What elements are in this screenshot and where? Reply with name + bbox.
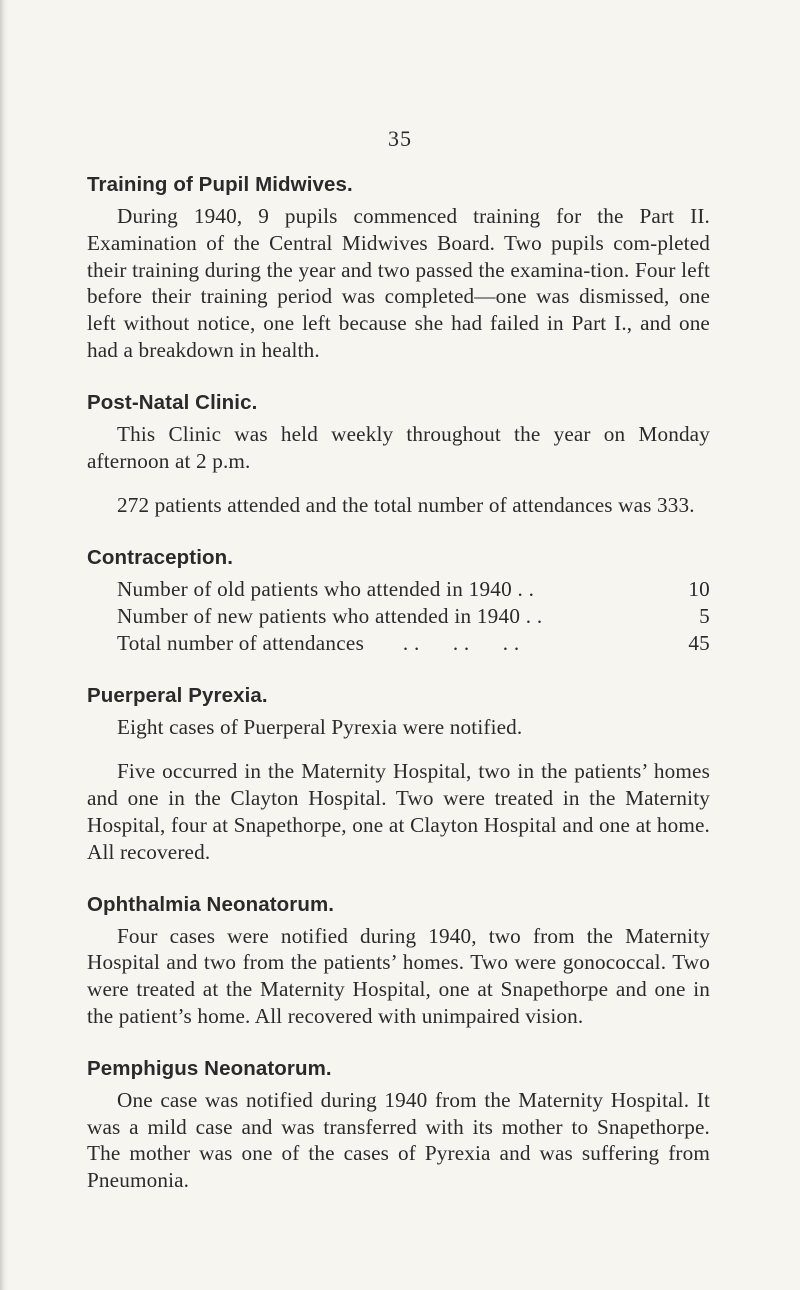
stats-row-value: 45 [688,630,710,655]
stats-row [117,603,710,630]
heading-ophthalmia-neonatorum: Ophthalmia Neonatorum. [87,892,335,916]
section-puerperal-pyrexia [87,684,710,866]
paragraph-postnatal-schedule: This Clinic was held weekly throughout the year on Monday afternoon at 2 p.m. [87,421,710,473]
page-content [87,173,710,1221]
paragraph-pyrexia-details: Five occurred in the Maternity Hospital, two in the patients’ homes and one in the Clayton Hospital. Two were treated in the Maternity Hospital, four at Snapethorpe, one at Clayton Hospital and one at home. All recovered. [87,759,710,864]
stats-row [117,630,710,657]
page-number: 35 [388,126,412,151]
paragraph-pyrexia-notified: Eight cases of Puerperal Pyrexia were notified. [117,714,523,739]
page-edge-shadow [0,0,8,1290]
contraception-stats-table [87,576,710,656]
heading-puerperal-pyrexia: Puerperal Pyrexia. [87,683,268,707]
paragraph-midwives: During 1940, 9 pupils commenced training for the Part II. Examination of the Central Midwives Board. Two pupils com-pleted their training during the year and two passed the examina-tion. Four left before their training period was completed—one was dismissed, one left without notice, one left because she had failed in Part I., and one had a breakdown in health. [87,204,710,362]
stats-row-value: 5 [699,603,710,628]
paragraph-ophthalmia: Four cases were notified during 1940, two from the Maternity Hospital and two from the patients’ homes. Two were gonococcal. Two were treated at the Maternity Hospital, one at Snapethorpe and one in the patient’s home. All recovered with unimpaired vision. [87,923,710,1028]
stats-row [117,576,710,603]
section-pemphigus [87,1057,710,1194]
paragraph-pemphigus: One case was notified during 1940 from the Maternity Hospital. It was a mild case and was transferred with its mother to Snapethorpe. The mother was one of the cases of Pyrexia and was suffering from Pneumonia. [87,1087,710,1193]
heading-pemphigus-neonatorum: Pemphigus Neonatorum. [87,1056,332,1080]
stats-row-label: Total number of attendances . . . . . . [117,630,520,655]
heading-post-natal-clinic: Post-Natal Clinic. [87,390,258,414]
stats-row-value: 10 [688,577,710,602]
section-midwives [87,173,710,364]
paragraph-postnatal-attendance: 272 patients attended and the total number of attendances was 333. [117,493,695,518]
section-contraception [87,546,710,656]
heading-contraception: Contraception. [87,546,234,570]
stats-row-label: Number of new patients who attended in 1940 . . [117,603,543,628]
heading-training-pupil-midwives: Training of Pupil Midwives. [87,173,353,196]
section-postnatal [87,391,710,519]
stats-row-label: Number of old patients who attended in 1940 . . [117,577,535,602]
section-ophthalmia [87,893,710,1030]
